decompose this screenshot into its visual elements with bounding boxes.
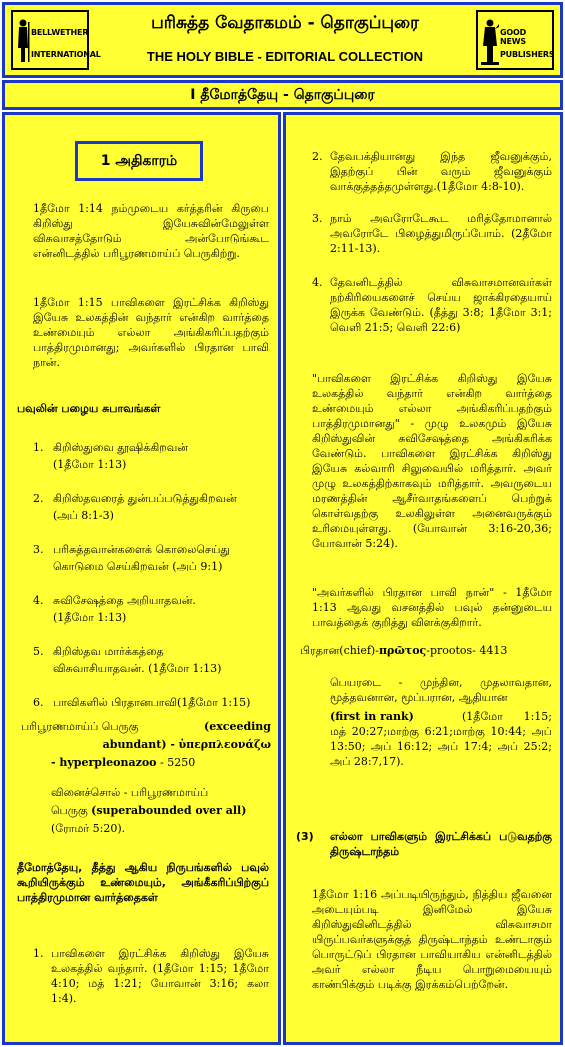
- left-column: 1 அதிகாரம் 1தீமோ 1:14 நம்முடைய கர்த்தரின் கிருபை கிறிஸ்து இயேசுவின்மேலுள்ள விசுவாசத்தோடும் அன்போடுங்கூட என்னிடத்தில் பரிபூரணமாய்ப் பெருகிற்று. 1தீமோ 1:15 பாவிகளை இரட்சிக்க கிறிஸ்து இயேசு உலகத்தின் வந்தார் என்கிற வார்த்தை உண்மையும் எல்லா அங்கிகரிப்பதற்கும் பாத்திரமுமானது; அவர்களில் பிரதான பாவி நான். பவுலின் பழைய சுபாவங்கள் 1. கிறிஸ்துவை தூஷிக்கிறவன் (1தீமோ 1:13) 2. கிறிஸ்தவரைத் துன்பப்படுத்துகிறவன் (அப் 8:1-3) 3. பரிசுத்தவான்களைக் கொலைசெய்து கொடுமை செய்கிறவன் (அப் 9:1) 4. சுவிசேஷத்தை அறியாதவன். (1தீமோ 1:13) 5. கிறிஸ்தவ மார்க்கத்தை விசுவாசியாதவன். (1தீமோ 1:13) 6. பாவிகளில் பிரதானபாவி(1தீமோ 1:15) பரிபூரணமாய்ப் பெருகு (exceeding abundant) - ὑπερπλεονάζω - hyperpleonazoo - 5250 வினைச்சொல் - பரிபூரணமாய்ப் பெருகு (superabounded over all) (ரோமர் 5:20). தீமோத்தேயு, தீத்து ஆகிய நிருபங்களில் பவுல் கூறியிருக்கும் உண்மையும், அங்கீகரிப்பிற்குப் பாத்திரமுமான வார்த்தைகள் 1. பாவிகளை இரட்சிக்க கிறிஸ்து இயேசு உலகத்தில் வந்தார். (1தீமோ 1:15; 1தீமோ 4:10; மத் 1:21; யோவான் 3:16; கலா 1:4).: [2, 112, 281, 1045]
- verse-paragraph: 1தீமோ 1:15 பாவிகளை இரட்சிக்க கிறிஸ்து இயேசு உலகத்தின் வந்தார் என்கிற வார்த்தை உண்மையும் எல்லா அங்கிகரிப்பதற்கும் பாத்திரமுமானது; அவர்களில் பிரதான பாவி நான்.: [33, 296, 269, 369]
- herald-figure-icon: [481, 18, 499, 66]
- greek-word: ὑπερπλεονάζω: [178, 738, 271, 751]
- logo-line2: INTERNATIONAL: [31, 50, 101, 59]
- commentary-paragraph: "பாவிகளை இரட்சிக்க கிறிஸ்து இயேசு உலகத்தில் வந்தார் என்கிற வார்த்தை உண்மையும் எல்லா அங்கிகரிப்பதற்கும் பாத்திரமுமானது" - முழு உலகமும் இயேசு கிறிஸ்துவின் சுவிசேஷத்தை அங்கிகரிக்க வேண்டும். பாவிகளை இரட்சிக்க கிறிஸ்து இயேசு கல்வாரி சிலுவையில் மரித்தார். அவர் முழு உலகத்திற்காகவும் மரித்தார். அவருடைய மரணத்தின் ஆசீர்வாதங்களைப் பெற்றுக் கொள்வதற்கு உலகிலுள்ள அனைவருக்கும் உரிமையுள்ளது. (யோவான் 3:16-20,36; யோவான் 5:24).: [312, 372, 552, 550]
- bellwether-logo: [11, 10, 101, 70]
- header-title-english: THE HOLY BIBLE - EDITORIAL COLLECTION: [146, 49, 424, 64]
- verse-paragraph: 1தீமோ 1:16 அப்படியிருந்தும், நித்திய ஜீவனை அடையும்படி இனிமேல் இயேசு கிறிஸ்துவினிடத்தில் விசுவாசமா யிருப்பவர்களுக்குத் திருஷ்டாந்தம் உண்டாகும் பொருட்டுப் பிரதான பாவியாகிய என்னிடத்தில் அவர் எல்லா நீடிய பொறுமையையும் காண்பிக்கும் படிக்கு இரக்கம்பெற்றேன்.: [312, 888, 552, 991]
- chapter-heading: 1 அதிகாரம்: [75, 141, 203, 181]
- good-news-logo: [476, 10, 554, 70]
- logo-line1: GOOD NEWS: [500, 28, 527, 46]
- greek-word: πρῶτος: [378, 644, 427, 657]
- commentary-paragraph: "அவர்களில் பிரதான பாவி நான்" - 1தீமோ 1:13 ஆவது வசனத்தில் பவுல் தன்னுடைய பாவத்தைக் குறித்து விளக்குகிறார்.: [312, 586, 552, 629]
- page-title: I தீமோத்தேயு - தொகுப்புரை: [2, 80, 563, 110]
- section-heading: தீமோத்தேயு, தீத்து ஆகிய நிருபங்களில் பவுல் கூறியிருக்கும் உண்மையும், அங்கீகரிப்பிற்குப் பாத்திரமுமான வார்த்தைகள்: [17, 861, 269, 904]
- section-heading: பவுலின் பழைய சுபாவங்கள்: [17, 402, 161, 415]
- verse-paragraph: 1தீமோ 1:14 நம்முடைய கர்த்தரின் கிருபை கிறிஸ்து இயேசுவின்மேலுள்ள விசுவாசத்தோடும் அன்போடுங்கூட என்னிடத்தில் பரிபூரணமாய்ப் பெருகிற்று.: [33, 202, 269, 260]
- right-column: 2. தேவபக்தியானது இந்த ஜீவனுக்கும், இதற்குப் பின் வரும் ஜீவனுக்கும் வாக்குத்தத்தமுள்ளது.(1தீமோ 4:8-10). 3. நாம் அவரோடேகூட மரித்தோமானால் அவரோடே பிழைத்துமிருப்போம். (2தீமோ 2:11-13). 4. தேவனிடத்தில் விசுவாசமானவர்கள் நற்கிரியைகளைச் செய்ய ஜாக்கிரதையாய் இருக்க வேண்டும். (தீத்து 3:8; 1தீமோ 3:1; வெளி 21:5; வெளி 22:6) "பாவிகளை இரட்சிக்க கிறிஸ்து இயேசு உலகத்தில் வந்தார் என்கிற வார்த்தை உண்மையும் எல்லா அங்கிகரிப்பதற்கும் பாத்திரமுமானது" - முழு உலகமும் இயேசு கிறிஸ்துவின் சுவிசேஷத்தை அங்கிகரிக்க வேண்டும். பாவிகளை இரட்சிக்க கிறிஸ்து இயேசு கல்வாரி சிலுவையில் மரித்தார். அவர் முழு உலகத்திற்காகவும் மரித்தார். அவருடைய மரணத்தின் ஆசீர்வாதங்களைப் பெற்றுக் கொள்வதற்கு உலகிலுள்ள அனைவருக்கும் உரிமையுள்ளது. (யோவான் 3:16-20,36; யோவான் 5:24). "அவர்களில் பிரதான பாவி நான்" - 1தீமோ 1:13 ஆவது வசனத்தில் பவுல் தன்னுடைய பாவத்தைக் குறித்து விளக்குகிறார். பிரதான(chief)-πρῶτος-prootos- 4413 பெயரடை - முந்தின, முதலாவதான, மூத்தவனான, மூப்பரான, ஆதியான (first in rank) (1தீமோ 1:15; மத் 20:27;மாற்கு 6:21;மாற்கு 10:44; அப் 13:50; அப் 16:12; அப் 17:4; அப் 25:2; அப் 28:7,17). (3) எல்லா பாவிகளும் இரட்சிக்கப் படுவதற்கு திருஷ்டாந்தம் 1தீமோ 1:16 அப்படியிருந்தும், நித்திய ஜீவனை அடையும்படி இனிமேல் இயேசு கிறிஸ்துவினிடத்தில் விசுவாசமா யிருப்பவர்களுக்குத் திருஷ்டாந்தம் உண்டாகும் பொருட்டுப் பிரதான பாவியாகிய என்னிடத்தில் அவர் எல்லா நீடிய பொறுமையையும் காண்பிக்கும் படிக்கு இரக்கம்பெற்றேன்.: [283, 112, 563, 1045]
- shepherd-figure-icon: [16, 18, 30, 64]
- header-title-tamil: பரிசுத்த வேதாகமம் - தொகுப்புரை: [151, 13, 419, 33]
- logo-line2: PUBLISHERS: [500, 50, 555, 59]
- logo-line1: BELLWETHER: [31, 28, 89, 37]
- page-header: [2, 2, 563, 78]
